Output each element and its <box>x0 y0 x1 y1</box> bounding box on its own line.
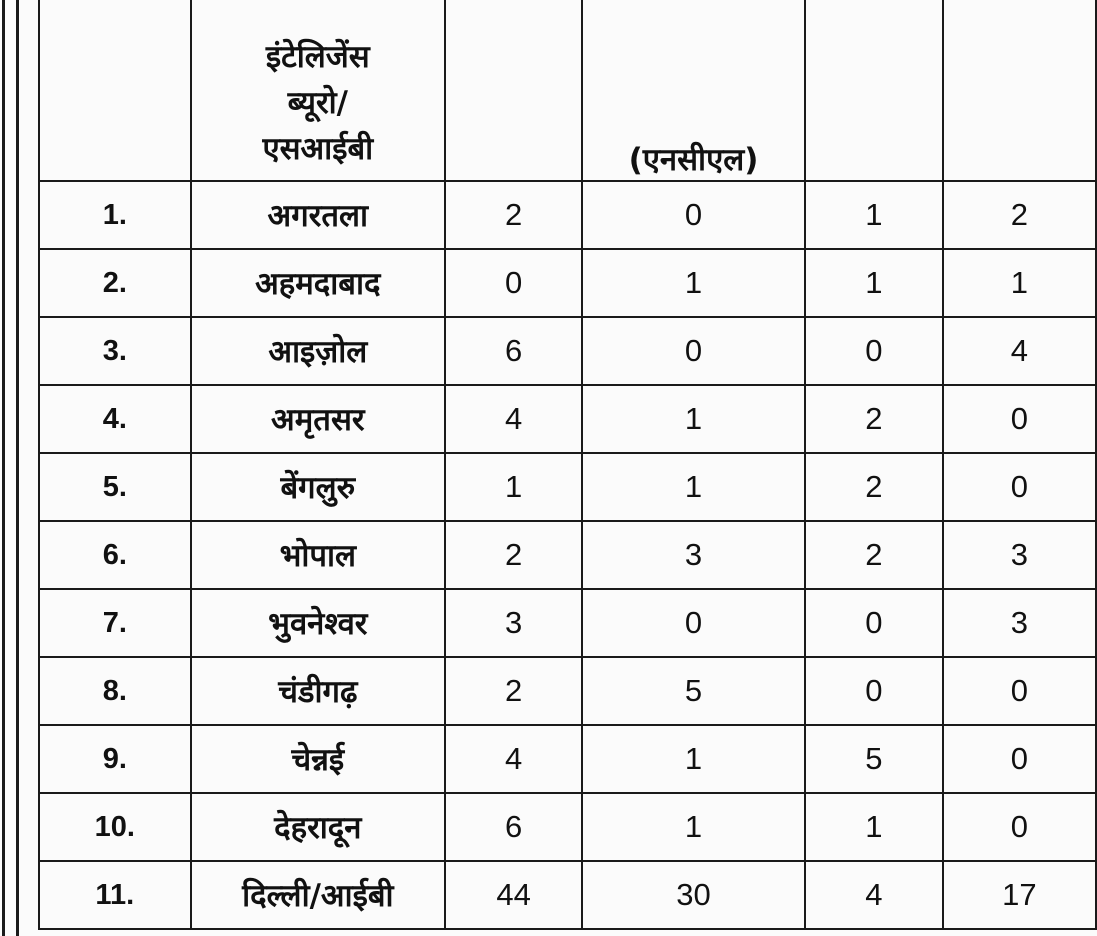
table-row <box>39 657 1096 725</box>
serial-number-cell: 3. <box>39 317 191 385</box>
value-cell: 2 <box>943 181 1096 249</box>
table-row <box>39 181 1096 249</box>
header-office-line: इंटेलिजेंस <box>265 39 370 75</box>
office-name-cell: चंडीगढ़ <box>191 657 446 725</box>
value-cell: 1 <box>805 249 943 317</box>
value-cell: 4 <box>943 317 1096 385</box>
header-cell-serial <box>39 0 191 181</box>
table-header-row <box>39 0 1096 181</box>
table-row <box>39 385 1096 453</box>
serial-number-cell: 5. <box>39 453 191 521</box>
value-cell: 0 <box>582 589 805 657</box>
value-cell: 0 <box>943 453 1096 521</box>
value-cell: 2 <box>445 181 582 249</box>
value-cell: 2 <box>805 385 943 453</box>
office-name-cell: दिल्ली/आईबी <box>191 861 446 929</box>
header-cell-col5 <box>943 0 1096 181</box>
header-cell-col4 <box>805 0 943 181</box>
serial-number-cell: 7. <box>39 589 191 657</box>
table-row <box>39 589 1096 657</box>
bureau-statistics-table <box>38 0 1097 930</box>
value-cell: 17 <box>943 861 1096 929</box>
value-cell: 3 <box>445 589 582 657</box>
header-cell-office <box>191 0 446 181</box>
office-name-cell: आइज़ोल <box>191 317 446 385</box>
table-body <box>39 0 1096 929</box>
header-office-line: ब्यूरो/ <box>287 85 349 121</box>
value-cell: 6 <box>445 317 582 385</box>
serial-number-cell: 10. <box>39 793 191 861</box>
table-row <box>39 793 1096 861</box>
value-cell: 2 <box>445 657 582 725</box>
left-margin-rule <box>2 0 5 936</box>
value-cell: 2 <box>445 521 582 589</box>
header-office-line: एसआईबी <box>262 131 374 167</box>
table-row <box>39 317 1096 385</box>
serial-number-cell: 8. <box>39 657 191 725</box>
value-cell: 4 <box>805 861 943 929</box>
value-cell: 1 <box>805 181 943 249</box>
serial-number-cell: 11. <box>39 861 191 929</box>
office-name-cell: भुवनेश्वर <box>191 589 446 657</box>
value-cell: 2 <box>805 453 943 521</box>
value-cell: 0 <box>805 589 943 657</box>
table-row <box>39 521 1096 589</box>
header-cell-col2 <box>445 0 582 181</box>
serial-number-cell: 1. <box>39 181 191 249</box>
office-name-cell: अमृतसर <box>191 385 446 453</box>
office-name-cell: अगरतला <box>191 181 446 249</box>
table-row <box>39 861 1096 929</box>
value-cell: 0 <box>582 181 805 249</box>
value-cell: 5 <box>582 657 805 725</box>
value-cell: 5 <box>805 725 943 793</box>
left-margin-rule-inner <box>16 0 19 936</box>
table-row <box>39 249 1096 317</box>
value-cell: 0 <box>943 385 1096 453</box>
value-cell: 1 <box>582 385 805 453</box>
value-cell: 44 <box>445 861 582 929</box>
value-cell: 3 <box>943 521 1096 589</box>
value-cell: 0 <box>943 657 1096 725</box>
value-cell: 3 <box>943 589 1096 657</box>
value-cell: 6 <box>445 793 582 861</box>
value-cell: 0 <box>582 317 805 385</box>
value-cell: 1 <box>805 793 943 861</box>
value-cell: 4 <box>445 725 582 793</box>
value-cell: 0 <box>943 725 1096 793</box>
value-cell: 0 <box>805 657 943 725</box>
office-name-cell: देहरादून <box>191 793 446 861</box>
serial-number-cell: 9. <box>39 725 191 793</box>
office-name-cell: बेंगलुरु <box>191 453 446 521</box>
value-cell: 1 <box>582 793 805 861</box>
office-name-cell: चेन्नई <box>191 725 446 793</box>
table-row <box>39 725 1096 793</box>
value-cell: 1 <box>943 249 1096 317</box>
table-row <box>39 453 1096 521</box>
value-cell: 2 <box>805 521 943 589</box>
serial-number-cell: 4. <box>39 385 191 453</box>
value-cell: 1 <box>445 453 582 521</box>
value-cell: 3 <box>582 521 805 589</box>
value-cell: 0 <box>805 317 943 385</box>
office-name-cell: भोपाल <box>191 521 446 589</box>
value-cell: 1 <box>582 453 805 521</box>
value-cell: 1 <box>582 725 805 793</box>
serial-number-cell: 6. <box>39 521 191 589</box>
value-cell: 30 <box>582 861 805 929</box>
value-cell: 0 <box>445 249 582 317</box>
serial-number-cell: 2. <box>39 249 191 317</box>
value-cell: 4 <box>445 385 582 453</box>
header-cell-ncl: (एनसीएल) <box>582 0 805 181</box>
value-cell: 1 <box>582 249 805 317</box>
value-cell: 0 <box>943 793 1096 861</box>
office-name-cell: अहमदाबाद <box>191 249 446 317</box>
